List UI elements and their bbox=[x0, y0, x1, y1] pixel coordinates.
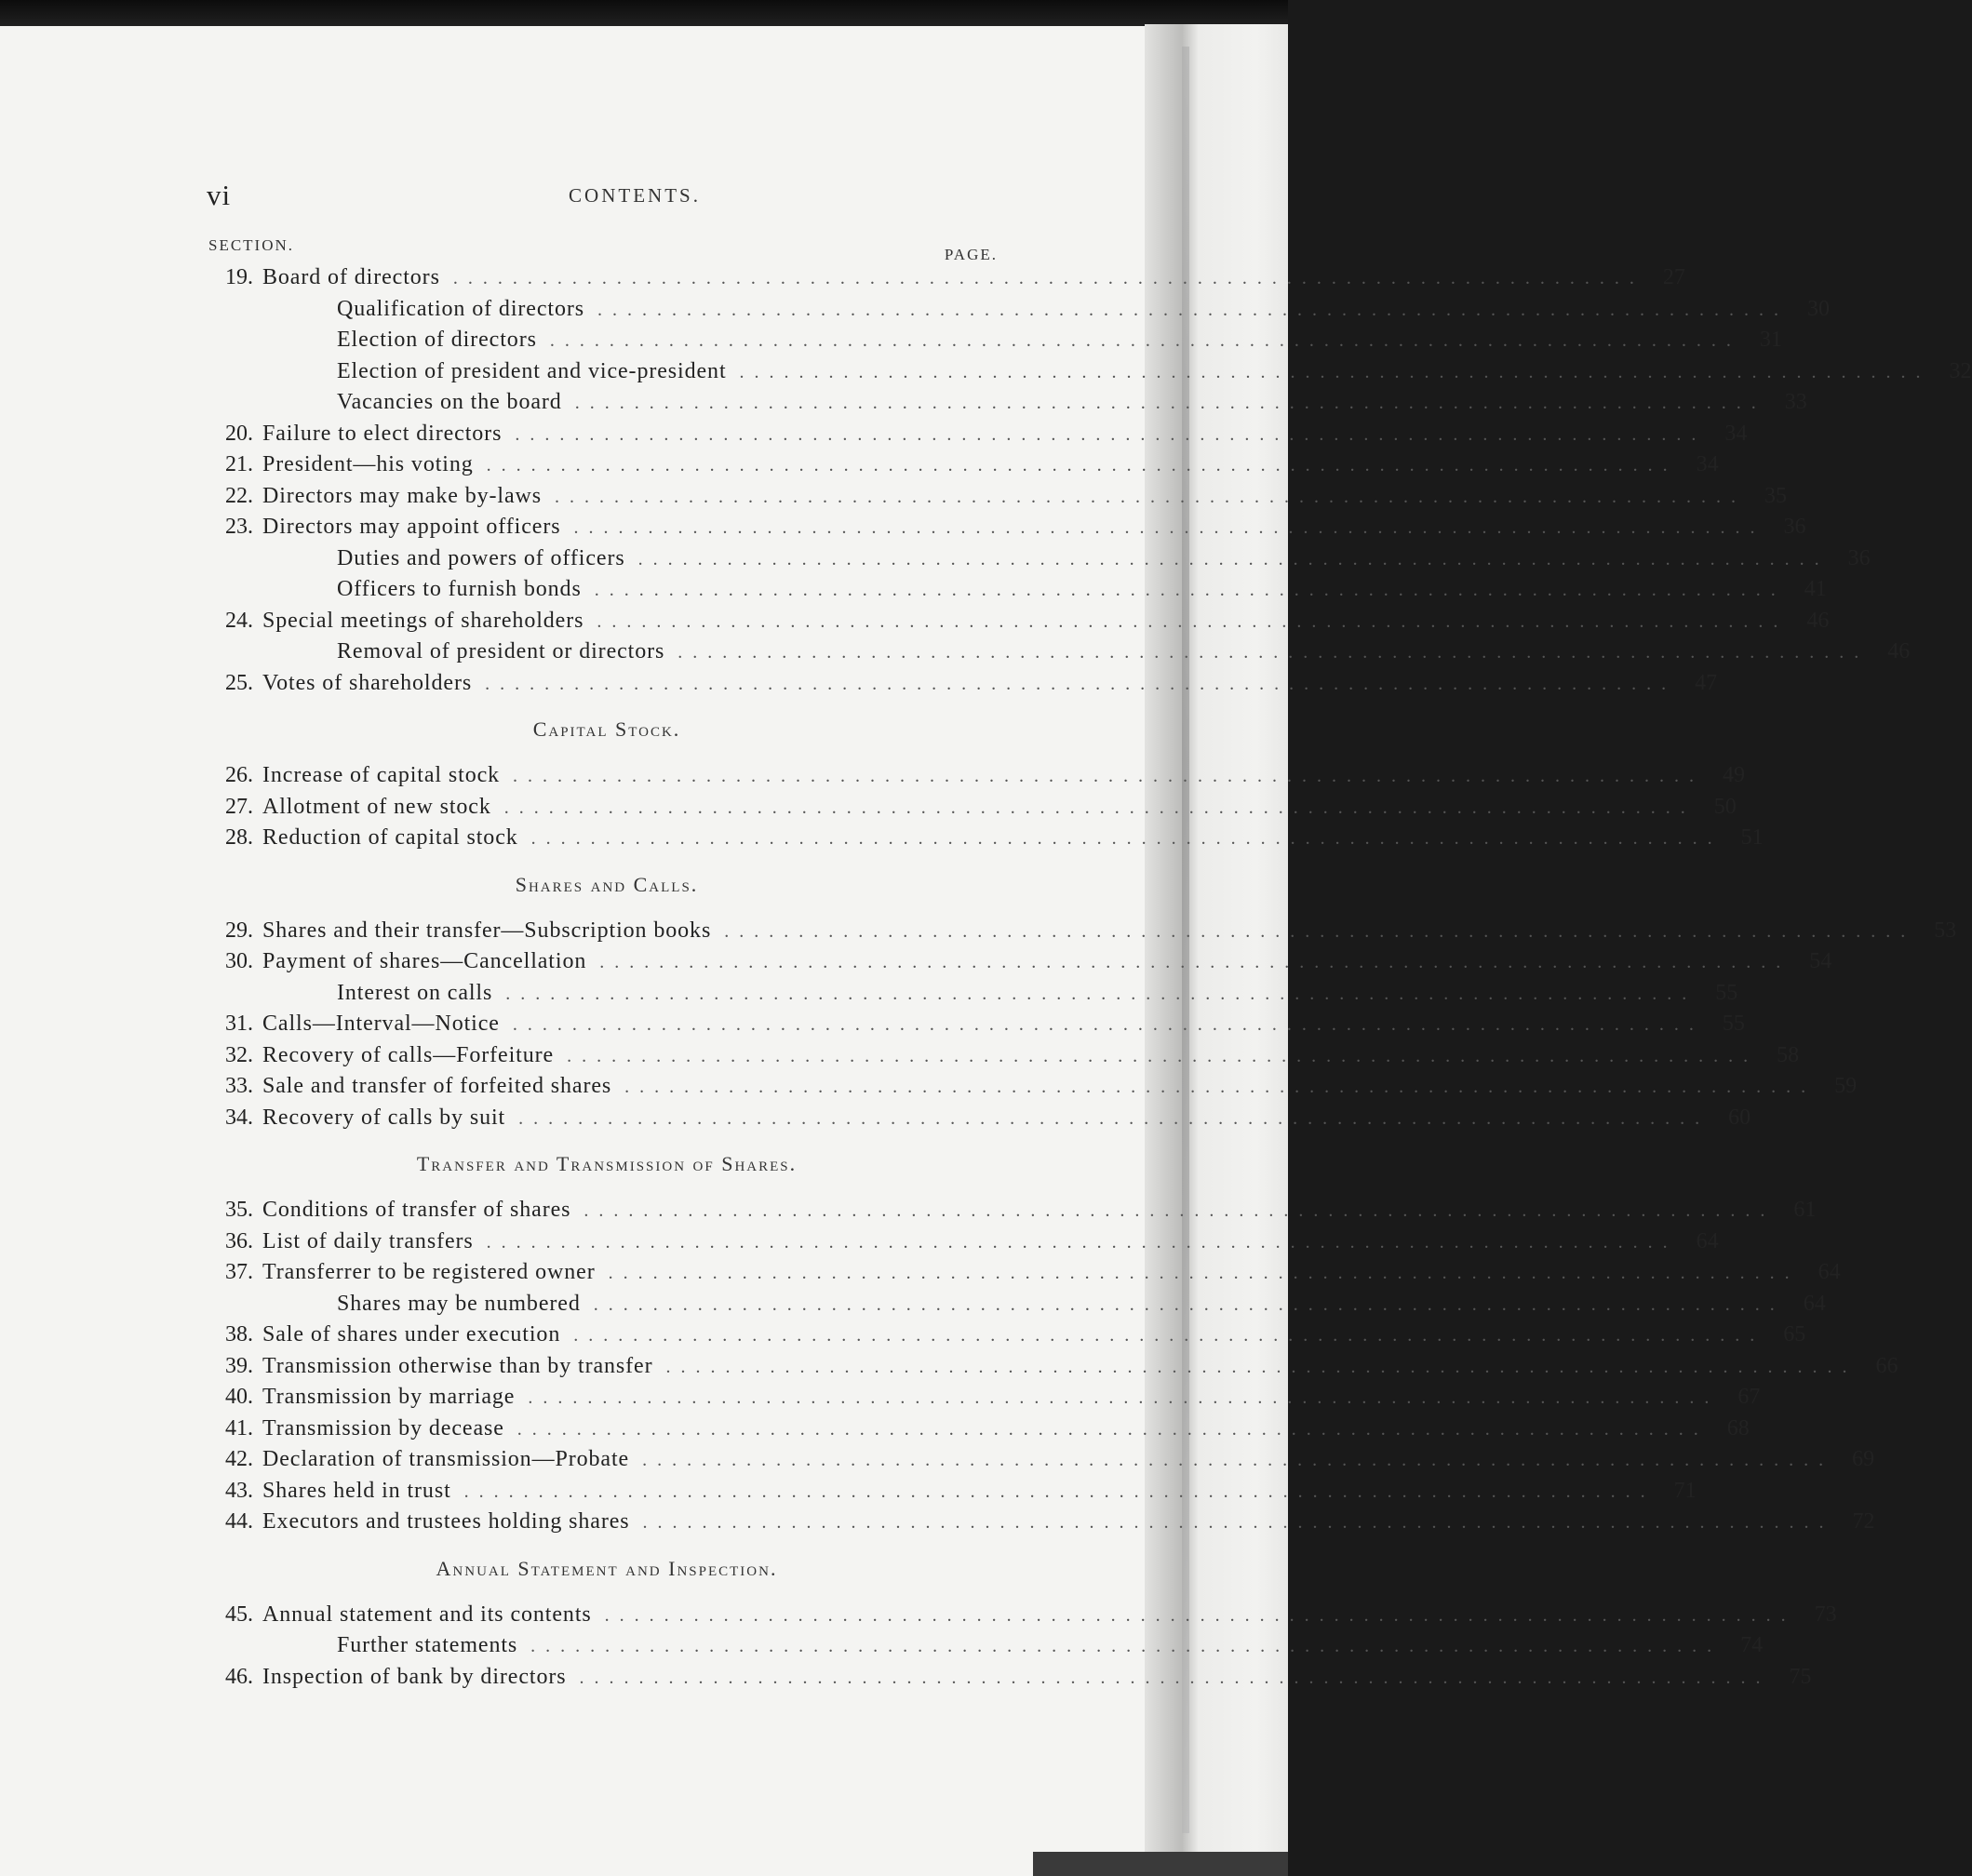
section-number: 41. bbox=[225, 1415, 253, 1440]
toc-entry bbox=[207, 1414, 1750, 1445]
toc-entry bbox=[207, 1103, 1751, 1134]
toc-subentry bbox=[207, 325, 1782, 356]
entry-title: Sale and transfer of forfeited shares bbox=[262, 1074, 612, 1098]
dot-leader: . . . . . . . . . . . . . . . . . . . . . . . . . . . . . . . . . . . . . . . . . . . . . . . . . . . . . . . . . . . . . . . . . . . . . . . . . . . . . . . . bbox=[530, 1636, 1715, 1656]
dot-leader: . . . . . . . . . . . . . . . . . . . . . . . . . . . . . . . . . . . . . . . . . . . . . . . . . . . . . . . . . . . . . . . . . . . . . . . . . . . . . . . . bbox=[516, 1418, 1701, 1440]
toc-entry bbox=[207, 1040, 1800, 1072]
section-number: 28. bbox=[225, 825, 253, 850]
entry-title: Sale of shares under execution bbox=[262, 1322, 561, 1347]
entry-title: Executors and trustees holding shares bbox=[262, 1509, 630, 1534]
dot-leader: . . . . . . . . . . . . . . . . . . . . . . . . . . . . . . . . . . . . . . . . . . . . . . . . . . . . . . . . . . . . . . . . . . . . . . . . . . . . . . . . bbox=[530, 828, 1715, 849]
page-number: 65 bbox=[1783, 1322, 1806, 1347]
entry-title: Duties and powers of officers bbox=[337, 545, 625, 570]
page-number: 55 bbox=[1715, 980, 1738, 1005]
folio: vi bbox=[207, 179, 232, 211]
entry-title: Failure to elect directors bbox=[262, 421, 503, 446]
toc-entry bbox=[207, 1444, 1875, 1476]
section-number: 33. bbox=[225, 1074, 253, 1098]
page-number: 46 bbox=[1806, 608, 1830, 633]
entry-title: Reduction of capital stock bbox=[262, 825, 518, 850]
page-number: 50 bbox=[1713, 794, 1737, 819]
dot-leader: . . . . . . . . . . . . . . . . . . . . . . . . . . . . . . . . . . . . . . . . . . . . . . . . . . . . . . . . . . . . . . . . . . . . . . . . . . . . . . . . bbox=[518, 1107, 1703, 1129]
section-number: 22. bbox=[225, 483, 253, 508]
running-head bbox=[207, 179, 998, 216]
toc-subentry bbox=[207, 1630, 1764, 1662]
toc-subentry bbox=[207, 543, 1871, 575]
dot-leader: . . . . . . . . . . . . . . . . . . . . . . . . . . . . . . . . . . . . . . . . . . . . . . . . . . . . . . . . . . . . . . . . . . . . . . . . . . . . . . . . bbox=[624, 1077, 1809, 1097]
page-number: 67 bbox=[1737, 1385, 1761, 1409]
entry-title: Directors may appoint officers bbox=[262, 515, 561, 539]
dot-leader: . . . . . . . . . . . . . . . . . . . . . . . . . . . . . . . . . . . . . . . . . . . . . . . . . . . . . . . . . . . . . . . . . . . . . . . . . . . . . . . . bbox=[608, 1263, 1792, 1283]
column-headers bbox=[207, 236, 998, 264]
dot-leader: . . . . . . . . . . . . . . . . . . . . . . . . . . . . . . . . . . . . . . . . . . . . . . . . . . . . . . . . . . . . . . . . . . . . . . . . . . . . . . . . bbox=[573, 1325, 1758, 1346]
dot-leader: . . . . . . . . . . . . . . . . . . . . . . . . . . . . . . . . . . . . . . . . . . . . . . . . . . . . . . . . . . . . . . . . . . . . . . . . . . . . . . . . bbox=[597, 610, 1781, 632]
dot-leader: . . . . . . . . . . . . . . . . . . . . . . . . . . . . . . . . . . . . . . . . . . . . . . . . . . . . . . . . . . . . . . . . . . . . . . . . . . . . . . . . bbox=[512, 1014, 1697, 1035]
entry-title: Increase of capital stock bbox=[262, 763, 501, 787]
entry-title: Recovery of calls—Forfeiture bbox=[262, 1042, 555, 1067]
entry-title: Annual statement and its contents bbox=[262, 1601, 592, 1627]
table-of-contents bbox=[207, 262, 1972, 1693]
page-number: 47 bbox=[1695, 670, 1718, 695]
page-number: 30 bbox=[1806, 296, 1830, 321]
dot-leader: . . . . . . . . . . . . . . . . . . . . . . . . . . . . . . . . . . . . . . . . . . . . . . . . . . . . . . . . . . . . . . . . . . . . . . . . . . . . . . . . bbox=[579, 1667, 1764, 1688]
entry-title: Transmission by marriage bbox=[262, 1385, 516, 1409]
dot-leader: . . . . . . . . . . . . . . . . . . . . . . . . . . . . . . . . . . . . . . . . . . . . . . . . . . . . . . . . . . . . . . . . . . . . . . . . . . . . . . . . bbox=[486, 455, 1670, 476]
page-number: 31 bbox=[1759, 328, 1782, 352]
page-number: 33 bbox=[1784, 390, 1807, 414]
dot-leader: . . . . . . . . . . . . . . . . . . . . . . . . . . . . . . . . . . . . . . . . . . . . . . . . . . . . . . . . . . . . . . . . . . . . . . . . . . . . . . . . bbox=[597, 299, 1781, 320]
page-number: 41 bbox=[1804, 577, 1827, 601]
entry-title: Transferrer to be registered owner bbox=[262, 1260, 596, 1284]
toc-entry bbox=[207, 1600, 1837, 1631]
page-number: 49 bbox=[1723, 763, 1746, 787]
page-number: 71 bbox=[1673, 1478, 1697, 1503]
entry-title: Removal of president or directors bbox=[337, 639, 665, 663]
toc-entry bbox=[207, 946, 1832, 978]
section-number: 45. bbox=[225, 1601, 253, 1627]
toc-entry bbox=[207, 262, 1685, 294]
toc-subentry bbox=[207, 1289, 1826, 1320]
dot-leader: . . . . . . . . . . . . . . . . . . . . . . . . . . . . . . . . . . . . . . . . . . . . . . . . . . . . . . . . . . . . . . . . . . . . . . . . . . . . . . . . bbox=[554, 486, 1738, 507]
section-number: 25. bbox=[225, 670, 253, 695]
dot-leader: . . . . . . . . . . . . . . . . . . . . . . . . . . . . . . . . . . . . . . . . . . . . . . . . . . . . . . . . . . . . . . . . . . . . . . . . . . . . . . . . bbox=[584, 1200, 1768, 1221]
dot-leader: . . . . . . . . . . . . . . . . . . . . . . . . . . . . . . . . . . . . . . . . . . . . . . . . . . . . . . . . . . . . . . . . . . . . . . . . . . . . . . . . bbox=[549, 330, 1734, 351]
dot-leader: . . . . . . . . . . . . . . . . . . . . . . . . . . . . . . . . . . . . . . . . . . . . . . . . . . . . . . . . . . . . . . . . . . . . . . . . . . . . . . . . bbox=[665, 1356, 1850, 1377]
section-heading: Capital Stock. bbox=[532, 717, 681, 741]
page-number: 53 bbox=[1934, 918, 1957, 943]
page-number: 61 bbox=[1793, 1198, 1817, 1222]
page-number: 60 bbox=[1728, 1105, 1751, 1130]
toc-entry bbox=[207, 512, 1806, 543]
section-number: 30. bbox=[225, 949, 253, 973]
entry-title: Shares and their transfer—Subscription books bbox=[262, 918, 712, 943]
entry-title: Calls—Interval—Notice bbox=[262, 1012, 500, 1036]
entry-title: List of daily transfers bbox=[262, 1228, 474, 1253]
entry-title: President—his voting bbox=[262, 452, 474, 476]
page-number: 59 bbox=[1834, 1074, 1858, 1098]
section-number: 21. bbox=[225, 452, 253, 476]
dot-leader: . . . . . . . . . . . . . . . . . . . . . . . . . . . . . . . . . . . . . . . . . . . . . . . . . . . . . . . . . . . . . . . . . . . . . . . . . . . . . . . . bbox=[594, 580, 1778, 600]
toc-entry bbox=[207, 481, 1787, 513]
dot-leader: . . . . . . . . . . . . . . . . . . . . . . . . . . . . . . . . . . . . . . . . . . . . . . . . . . . . . . . . . . . . . . . . . . . . . . . . . . . . . . . . bbox=[573, 517, 1758, 538]
page-number: 36 bbox=[1783, 515, 1806, 539]
dot-leader: . . . . . . . . . . . . . . . . . . . . . . . . . . . . . . . . . . . . . . . . . . . . . . . . . . . . . . . . . . . . . . . . . . . . . . . . . . . . . . . . bbox=[486, 1231, 1670, 1253]
page-label: PAGE. bbox=[944, 246, 998, 263]
page-number: 68 bbox=[1726, 1415, 1750, 1440]
section-number: 37. bbox=[225, 1260, 253, 1284]
section-number: 27. bbox=[225, 794, 253, 819]
entry-title: Vacancies on the board bbox=[337, 390, 562, 414]
entry-title: Votes of shareholders bbox=[262, 670, 473, 695]
section-number: 44. bbox=[225, 1509, 253, 1534]
dot-leader: . . . . . . . . . . . . . . . . . . . . . . . . . . . . . . . . . . . . . . . . . . . . . . . . . . . . . . . . . . . . . . . . . . . . . . . . . . . . . . . . bbox=[528, 1387, 1712, 1408]
toc-entry bbox=[207, 1507, 1875, 1538]
entry-title: Election of directors bbox=[337, 328, 537, 352]
toc-entry bbox=[207, 1226, 1719, 1258]
page-number: 35 bbox=[1764, 483, 1787, 508]
dot-leader: . . . . . . . . . . . . . . . . . . . . . . . . . . . . . . . . . . . . . . . . . . . . . . . . . . . . . . . . . . . . . . . . . . . . . . . . . . . . . . . . bbox=[513, 766, 1697, 786]
page-number: 51 bbox=[1740, 825, 1764, 850]
entry-title: Payment of shares—Cancellation bbox=[262, 949, 587, 973]
toc-entry bbox=[207, 1257, 1841, 1289]
page-number: 66 bbox=[1875, 1353, 1898, 1378]
page-number: 74 bbox=[1740, 1633, 1764, 1657]
section-number: 23. bbox=[225, 515, 253, 539]
dot-leader: . . . . . . . . . . . . . . . . . . . . . . . . . . . . . . . . . . . . . . . . . . . . . . . . . . . . . . . . . . . . . . . . . . . . . . . . . . . . . . . . bbox=[604, 1604, 1789, 1626]
dot-leader: . . . . . . . . . . . . . . . . . . . . . . . . . . . . . . . . . . . . . . . . . . . . . . . . . . . . . . . . . . . . . . . . . . . . . . . . . . . . . . . . bbox=[599, 952, 1784, 972]
page-number: 64 bbox=[1696, 1228, 1719, 1253]
section-number: 42. bbox=[225, 1447, 253, 1471]
page-number: 55 bbox=[1722, 1012, 1745, 1036]
toc-entry bbox=[207, 1195, 1817, 1226]
entry-title: Inspection of bank by directors bbox=[262, 1664, 567, 1689]
entry-title: Shares held in trust bbox=[262, 1478, 451, 1503]
entry-title: Election of president and vice-president bbox=[337, 358, 727, 383]
section-number: 34. bbox=[225, 1105, 253, 1130]
entry-title: Recovery of calls by suit bbox=[262, 1105, 506, 1130]
toc-entry bbox=[207, 1320, 1806, 1351]
page-number: 64 bbox=[1818, 1260, 1841, 1284]
page-number: 34 bbox=[1696, 452, 1719, 476]
section-number: 39. bbox=[225, 1353, 253, 1378]
dot-leader: . . . . . . . . . . . . . . . . . . . . . . . . . . . . . . . . . . . . . . . . . . . . . . . . . . . . . . . . . . . . . . . . . . . . . . . . . . . . . . . . bbox=[505, 983, 1690, 1004]
entry-title: Declaration of transmission—Probate bbox=[262, 1447, 630, 1471]
toc-subentry bbox=[207, 294, 1830, 326]
entry-title: Directors may make by-laws bbox=[262, 483, 542, 508]
page-number: 69 bbox=[1852, 1447, 1875, 1471]
toc-entry bbox=[207, 668, 1718, 700]
toc-entry bbox=[207, 1476, 1697, 1508]
section-number: 20. bbox=[225, 421, 253, 446]
toc-entry bbox=[207, 1382, 1761, 1414]
toc-entry bbox=[207, 1009, 1745, 1040]
entry-title: Shares may be numbered bbox=[337, 1291, 581, 1316]
section-label: SECTION. bbox=[208, 236, 295, 254]
page-number: 36 bbox=[1847, 545, 1871, 570]
section-heading: Annual Statement and Inspection. bbox=[436, 1556, 778, 1580]
entry-title: Officers to furnish bonds bbox=[337, 577, 582, 601]
entry-title: Allotment of new stock bbox=[262, 794, 491, 819]
dot-leader: . . . . . . . . . . . . . . . . . . . . . . . . . . . . . . . . . . . . . . . . . . . . . . . . . . . . . . . . . . . . . . . . . . . . . . . . . . . . . . . . bbox=[637, 548, 1822, 570]
dot-leader: . . . . . . . . . . . . . . . . . . . . . . . . . . . . . . . . . . . . . . . . . . . . . . . . . . . . . . . . . . . . . . . . . . . . . . . . . . . . . . . . bbox=[515, 423, 1699, 445]
toc-subentry bbox=[207, 636, 1911, 668]
dot-leader: . . . . . . . . . . . . . . . . . . . . . . . . . . . . . . . . . . . . . . . . . . . . . . . . . . . . . . . . . . . . . . . . . . . . . . . . . . . . . . . . bbox=[739, 361, 1924, 382]
page-number: 54 bbox=[1809, 949, 1832, 973]
running-title: CONTENTS. bbox=[569, 184, 701, 207]
toc-subentry bbox=[207, 387, 1807, 419]
section-number: 46. bbox=[225, 1664, 253, 1689]
toc-entry bbox=[207, 606, 1830, 637]
toc-subentry bbox=[207, 574, 1827, 606]
toc-entry bbox=[207, 449, 1719, 481]
page-number: 46 bbox=[1887, 639, 1911, 663]
page-number: 73 bbox=[1814, 1601, 1837, 1627]
page-number: 72 bbox=[1852, 1509, 1875, 1534]
dot-leader: . . . . . . . . . . . . . . . . . . . . . . . . . . . . . . . . . . . . . . . . . . . . . . . . . . . . . . . . . . . . . . . . . . . . . . . . . . . . . . . . bbox=[642, 1450, 1827, 1470]
page-number: 75 bbox=[1789, 1664, 1812, 1689]
entry-title: Further statements bbox=[337, 1633, 518, 1657]
entry-title: Qualification of directors bbox=[337, 296, 584, 321]
section-number: 35. bbox=[225, 1198, 253, 1222]
section-number: 26. bbox=[225, 763, 253, 787]
toc-entry bbox=[207, 1662, 1812, 1694]
dot-leader: . . . . . . . . . . . . . . . . . . . . . . . . . . . . . . . . . . . . . . . . . . . . . . . . . . . . . . . . . . . . . . . . . . . . . . . . . . . . . . . . bbox=[452, 268, 1637, 288]
section-number: 32. bbox=[225, 1042, 253, 1067]
dot-leader: . . . . . . . . . . . . . . . . . . . . . . . . . . . . . . . . . . . . . . . . . . . . . . . . . . . . . . . . . . . . . . . . . . . . . . . . . . . . . . . . bbox=[485, 673, 1670, 694]
section-heading: Transfer and Transmission of Shares. bbox=[416, 1152, 798, 1175]
dot-leader: . . . . . . . . . . . . . . . . . . . . . . . . . . . . . . . . . . . . . . . . . . . . . . . . . . . . . . . . . . . . . . . . . . . . . . . . . . . . . . . . bbox=[463, 1481, 1648, 1502]
section-number: 43. bbox=[225, 1478, 253, 1503]
section-number: 38. bbox=[225, 1322, 253, 1347]
entry-title: Board of directors bbox=[262, 265, 440, 289]
page-number: 27 bbox=[1662, 265, 1685, 289]
dot-leader: . . . . . . . . . . . . . . . . . . . . . . . . . . . . . . . . . . . . . . . . . . . . . . . . . . . . . . . . . . . . . . . . . . . . . . . . . . . . . . . . bbox=[574, 393, 1759, 413]
toc-entry bbox=[207, 823, 1764, 854]
section-number: 36. bbox=[225, 1228, 253, 1253]
dot-leader: . . . . . . . . . . . . . . . . . . . . . . . . . . . . . . . . . . . . . . . . . . . . . . . . . . . . . . . . . . . . . . . . . . . . . . . . . . . . . . . . bbox=[567, 1045, 1751, 1066]
section-number: 40. bbox=[225, 1385, 253, 1409]
toc-entry bbox=[207, 1351, 1898, 1383]
toc-entry bbox=[207, 760, 1746, 792]
section-heading: Shares and Calls. bbox=[515, 872, 699, 896]
entry-title: Transmission by decease bbox=[262, 1415, 504, 1440]
toc-entry bbox=[207, 1071, 1858, 1103]
dot-leader: . . . . . . . . . . . . . . . . . . . . . . . . . . . . . . . . . . . . . . . . . . . . . . . . . . . . . . . . . . . . . . . . . . . . . . . . . . . . . . . . bbox=[724, 920, 1909, 942]
page-number: 32 bbox=[1949, 358, 1972, 383]
section-number: 24. bbox=[225, 608, 253, 633]
page-number: 58 bbox=[1777, 1042, 1800, 1067]
toc-subentry bbox=[207, 978, 1738, 1010]
dot-leader: . . . . . . . . . . . . . . . . . . . . . . . . . . . . . . . . . . . . . . . . . . . . . . . . . . . . . . . . . . . . . . . . . . . . . . . . . . . . . . . . bbox=[503, 797, 1688, 818]
scan-bottom-edge bbox=[1033, 1852, 1288, 1876]
page-number: 64 bbox=[1803, 1291, 1826, 1316]
entry-title: Interest on calls bbox=[337, 980, 493, 1005]
dot-leader: . . . . . . . . . . . . . . . . . . . . . . . . . . . . . . . . . . . . . . . . . . . . . . . . . . . . . . . . . . . . . . . . . . . . . . . . . . . . . . . . bbox=[642, 1512, 1827, 1533]
section-number: 19. bbox=[225, 265, 253, 289]
section-number: 29. bbox=[225, 918, 253, 943]
dot-leader: . . . . . . . . . . . . . . . . . . . . . . . . . . . . . . . . . . . . . . . . . . . . . . . . . . . . . . . . . . . . . . . . . . . . . . . . . . . . . . . . bbox=[677, 642, 1862, 663]
toc-entry bbox=[207, 419, 1748, 450]
section-number: 31. bbox=[225, 1012, 253, 1036]
entry-title: Conditions of transfer of shares bbox=[262, 1198, 571, 1222]
toc-subentry bbox=[207, 356, 1972, 388]
entry-title: Special meetings of shareholders bbox=[262, 608, 584, 633]
toc-entry bbox=[207, 792, 1737, 824]
entry-title: Transmission otherwise than by transfer bbox=[262, 1353, 653, 1378]
dot-leader: . . . . . . . . . . . . . . . . . . . . . . . . . . . . . . . . . . . . . . . . . . . . . . . . . . . . . . . . . . . . . . . . . . . . . . . . . . . . . . . . bbox=[593, 1293, 1777, 1315]
page-number: 34 bbox=[1724, 421, 1748, 446]
toc-entry bbox=[207, 916, 1957, 947]
